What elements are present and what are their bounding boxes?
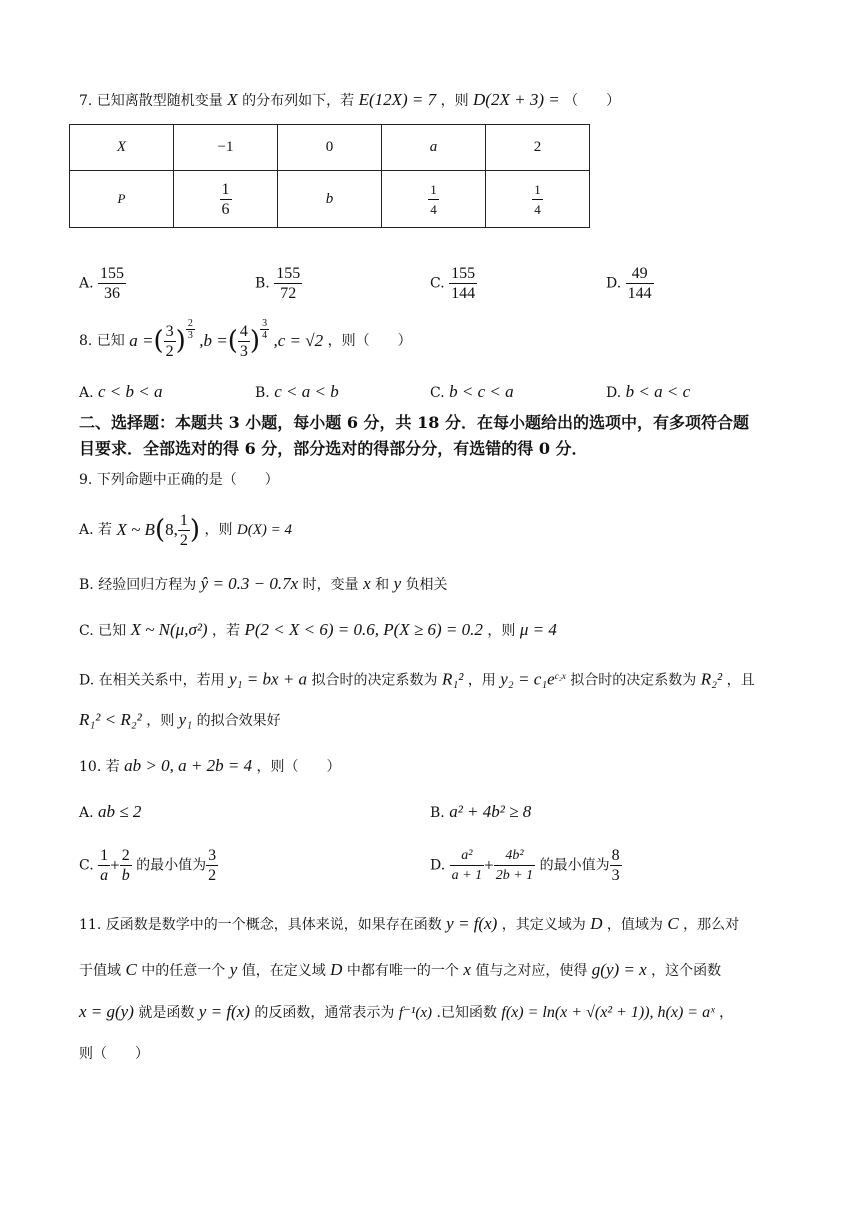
q11-line-3: x = g(y) 就是函数 y = f(x) 的反函数，通常表示为 f⁻¹(x) .已知函数 f(x) = ln(x + √(x² + 1)), h(x) = aˣ ，	[79, 1002, 734, 1021]
q10-option-c[interactable]: C. $\frac{1}{a}$ + $\frac{2}{b}$ 的最小值为 $\frac{3}{2}$	[79, 847, 217, 884]
q9-option-a[interactable]: A. 若 X ~ B(8, $\frac{1}{2}$ ) ，则 D(X) = 4	[79, 511, 293, 549]
fraction: $\frac{\text{4b²}}{2b + 1}$	[495, 848, 534, 883]
q10-stem: 10. 若 ab > 0, a + 2b = 4 ，则（ ）	[79, 756, 341, 775]
fraction: $\frac{2}{b}$	[121, 847, 130, 884]
q9-option-c[interactable]: C. 已知 X ~ N(μ,σ²) ，若 P(2 < X < 6) = 0.6, P(X ≥ 6) = 0.2 ，则 μ = 4	[79, 620, 557, 639]
table-cell	[486, 171, 590, 228]
q8-option-d[interactable]: D. b < a < c	[606, 382, 691, 401]
fraction: $\frac{1}{6}$	[221, 180, 230, 218]
table-cell: −1	[174, 125, 278, 171]
q8-option-c[interactable]: C. b < c < a	[430, 382, 514, 401]
q9-option-d[interactable]: D. 在相关关系中，若用 y₁ = bx + a 拟合时的决定系数为 R₁² ，用 $y_2 = c_1e^{c_2x}$ 拟合时的决定系数为 R₂² ，且	[79, 669, 755, 689]
table-row	[70, 171, 590, 228]
fraction: $\frac{8}{3}$	[611, 847, 620, 884]
q11-line-4: 则（ ）	[79, 1046, 149, 1062]
q8-option-b[interactable]: B. c < a < b	[255, 382, 339, 401]
fraction: $\frac{\text{a²}}{a + 1}$	[451, 848, 483, 883]
exponent-fraction: $\frac{2}{3}$	[187, 318, 193, 341]
q7-option-b[interactable]: B. $\frac{155}{72}$	[255, 265, 301, 302]
q7-option-d[interactable]: D. $\frac{49}{144}$	[606, 265, 652, 302]
fraction: $\frac{4}{3}$	[239, 322, 248, 360]
table-cell	[174, 171, 278, 228]
fraction: $\frac{3}{2}$	[208, 847, 217, 884]
section-heading-cont: 目要求．全部选对的得 6 分，部分选对的得部分分，有选错的得 0 分．	[79, 439, 588, 458]
q10-option-a[interactable]: A. ab ≤ 2	[79, 802, 142, 821]
table-cell: X	[70, 125, 174, 171]
q7-option-a[interactable]: A. $\frac{155}{36}$	[79, 265, 125, 302]
distribution-table	[69, 124, 590, 228]
q8-stem: 8. 已知 a =( $\frac{3}{2}$ ) $\frac{2}{3}$ ,b =( $\frac{4}{3}$ ) $\frac{3}{4}$ ,c = √2 ，则（ ）	[79, 318, 412, 360]
fraction: $\frac{1}{2}$	[179, 511, 188, 549]
q7-stem: 7. 已知离散型随机变量 X 的分布列如下，若 E(12X) = 7 ，则 D(2X + 3) = （ ）	[79, 90, 621, 109]
fraction: $\frac{1}{4}$	[430, 181, 437, 217]
q11-line-2: 于值域 C 中的任意一个 y 值，在定义域 D 中都有唯一的一个 x 值与之对应，使得 g(y) = x ，这个函数	[79, 960, 722, 979]
fraction: $\frac{3}{2}$	[165, 322, 174, 360]
table-cell: a	[382, 125, 486, 171]
exponent-fraction: $\frac{3}{4}$	[262, 318, 268, 341]
fraction: $\frac{49}{144}$	[627, 265, 652, 302]
table-row	[70, 125, 590, 171]
q8-option-a[interactable]: A. c < b < a	[79, 382, 163, 401]
q9-option-d-cont: R₁² < R₂² ，则 y₁ 的拟合效果好	[79, 710, 281, 729]
fraction: $\frac{1}{a}$	[100, 847, 109, 884]
table-cell: P	[70, 171, 174, 228]
table-cell: b	[278, 171, 382, 228]
fraction: $\frac{155}{144}$	[451, 265, 476, 302]
fraction: $\frac{155}{36}$	[100, 265, 125, 302]
q9-option-b[interactable]: B. 经验回归方程为 ŷ = 0.3 − 0.7x 时，变量 x 和 y 负相关	[79, 574, 448, 593]
q9-stem: 9. 下列命题中正确的是（ ）	[79, 472, 279, 488]
q10-option-b[interactable]: B. a² + 4b² ≥ 8	[430, 802, 532, 821]
fraction: $\frac{1}{4}$	[534, 181, 541, 217]
table-cell: 0	[278, 125, 382, 171]
section-heading: 二、选择题：本题共 3 小题，每小题 6 分，共 18 分．在每小题给出的选项中，有多项符合题	[79, 413, 749, 432]
table-cell: 2	[486, 125, 590, 171]
table-cell	[382, 171, 486, 228]
fraction: $\frac{155}{72}$	[276, 265, 301, 302]
q10-option-d[interactable]: D. $\frac{\text{a²}}{a + 1}$ + $\frac{\text{4b²}}{2b + 1}$ 的最小值为 $\frac{8}{3}$	[430, 847, 620, 884]
q11-line-1: 11. 反函数是数学中的一个概念，具体来说，如果存在函数 y = f(x) ，其定义域为 D ，值域为 C ，那么对	[79, 914, 740, 933]
q7-option-c[interactable]: C. $\frac{155}{144}$	[430, 265, 476, 302]
